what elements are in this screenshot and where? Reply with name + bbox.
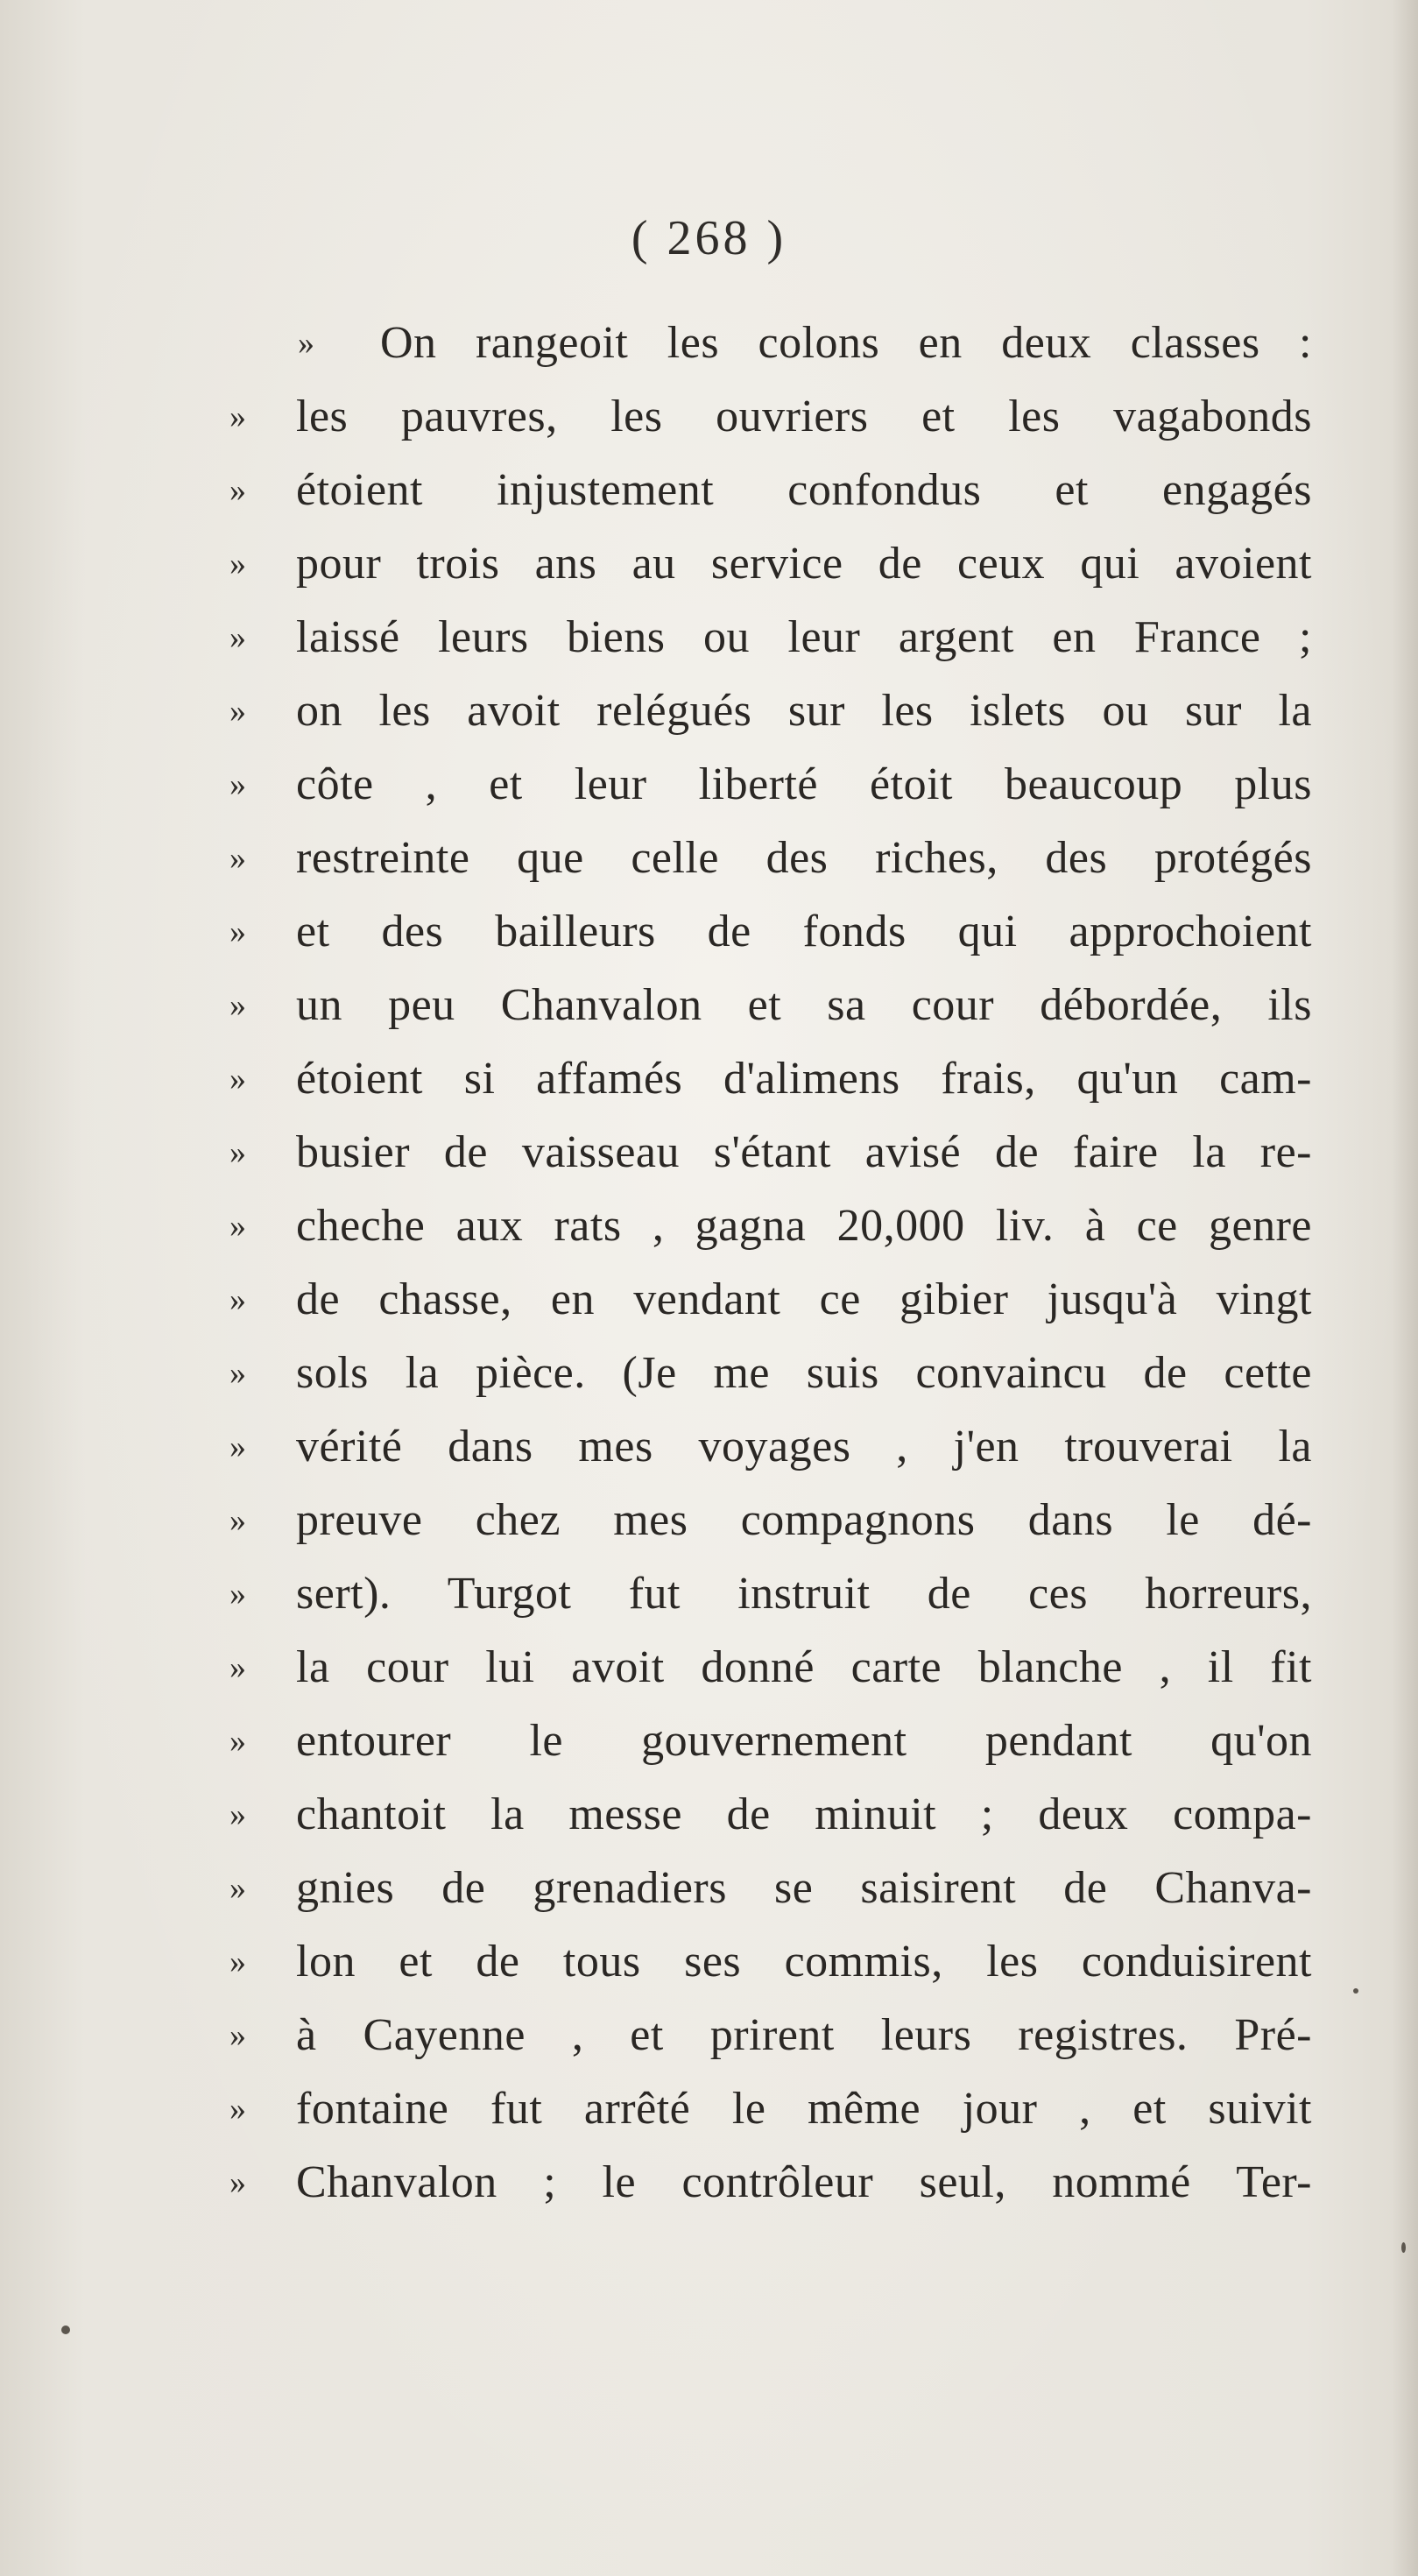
- text-line: [229, 1116, 1316, 1189]
- text-line: [229, 1189, 1316, 1263]
- quotation-mark: »: [229, 2017, 246, 2054]
- line-text: fontaine fut arrêté le même jour , et suivit: [296, 2084, 1312, 2134]
- quotation-mark: »: [229, 1355, 246, 1392]
- page-edge-shadow: [1392, 0, 1418, 2576]
- text-line: [229, 2072, 1316, 2146]
- quotation-mark: »: [229, 399, 246, 435]
- quotation-mark: »: [229, 1061, 246, 1097]
- line-text: chantoit la messe de minuit ; deux compa-: [296, 1789, 1312, 1839]
- line-text: cheche aux rats , gagna 20,000 liv. à ce genre: [296, 1201, 1312, 1251]
- text-line: [229, 307, 1316, 380]
- text-line: [229, 1484, 1316, 1557]
- text-line: [229, 527, 1316, 601]
- text-line: [229, 969, 1316, 1042]
- quotation-mark: »: [229, 619, 246, 656]
- line-text: busier de vaisseau s'étant avisé de faire la re-: [296, 1127, 1312, 1177]
- line-text: pour trois ans au service de ceux qui avoient: [296, 539, 1312, 589]
- quotation-mark: »: [229, 1723, 246, 1760]
- quotation-mark: »: [229, 987, 246, 1024]
- paper-speck: [1353, 1988, 1358, 1994]
- text-line: [229, 674, 1316, 748]
- text-line: [229, 601, 1316, 674]
- quotation-mark: »: [229, 1944, 246, 1980]
- text-line: [229, 1263, 1316, 1337]
- quotation-mark: »: [229, 2164, 246, 2201]
- quotation-mark: »: [229, 472, 246, 509]
- line-text: on les avoit relégués sur les islets ou sur la: [296, 686, 1312, 736]
- quotation-mark: »: [229, 1576, 246, 1613]
- text-line: [229, 1042, 1316, 1116]
- paper-speck: [1401, 2242, 1406, 2253]
- line-text: la cour lui avoit donné carte blanche , il fit: [296, 1642, 1312, 1692]
- line-text: laissé leurs biens ou leur argent en France ;: [296, 612, 1312, 662]
- quotation-mark: »: [229, 1649, 246, 1686]
- text-line: [229, 1631, 1316, 1704]
- line-text: et des bailleurs de fonds qui approchoient: [296, 907, 1312, 956]
- body-text: [229, 307, 1316, 2220]
- quotation-mark: »: [229, 1429, 246, 1465]
- quotation-mark: »: [229, 1796, 246, 1833]
- text-line: [229, 1925, 1316, 1999]
- text-line: [229, 1999, 1316, 2072]
- line-text: étoient injustement confondus et engagés: [296, 465, 1312, 515]
- line-text: à Cayenne , et prirent leurs registres. Pré-: [296, 2010, 1312, 2060]
- text-line: [229, 380, 1316, 454]
- line-text: On rangeoit les colons en deux classes :: [380, 318, 1312, 368]
- text-line: [229, 1778, 1316, 1852]
- quotation-mark: »: [229, 766, 246, 803]
- paper-speck: [61, 2325, 70, 2334]
- line-text: étoient si affamés d'alimens frais, qu'un cam-: [296, 1054, 1312, 1104]
- line-text: un peu Chanvalon et sa cour débordée, ils: [296, 980, 1312, 1030]
- text-line: [229, 454, 1316, 527]
- text-line: [229, 1557, 1316, 1631]
- text-line: [229, 822, 1316, 895]
- line-text: de chasse, en vendant ce gibier jusqu'à vingt: [296, 1274, 1312, 1324]
- line-text: sols la pièce. (Je me suis convaincu de cette: [296, 1348, 1312, 1398]
- line-text: preuve chez mes compagnons dans le dé-: [296, 1495, 1312, 1545]
- text-line: [229, 1852, 1316, 1925]
- text-line: [229, 895, 1316, 969]
- line-text: lon et de tous ses commis, les conduisirent: [296, 1937, 1312, 1987]
- page-number-header: ( 268 ): [631, 211, 787, 265]
- quotation-mark: »: [229, 840, 246, 877]
- quotation-mark: »: [298, 325, 314, 362]
- line-text: restreinte que celle des riches, des protégés: [296, 833, 1312, 883]
- text-line: [229, 748, 1316, 822]
- quotation-mark: »: [229, 1870, 246, 1907]
- line-text: Chanvalon ; le contrôleur seul, nommé Ter-: [296, 2157, 1312, 2207]
- text-line: [229, 2146, 1316, 2220]
- quotation-mark: »: [229, 693, 246, 730]
- quotation-mark: »: [229, 1208, 246, 1245]
- quotation-mark: »: [229, 914, 246, 950]
- quotation-mark: »: [229, 1502, 246, 1539]
- text-line: [229, 1410, 1316, 1484]
- line-text: vérité dans mes voyages , j'en trouverai la: [296, 1422, 1312, 1471]
- line-text: sert). Turgot fut instruit de ces horreurs,: [296, 1569, 1312, 1619]
- text-line: [229, 1704, 1316, 1778]
- quotation-mark: »: [229, 546, 246, 582]
- line-text: les pauvres, les ouvriers et les vagabonds: [296, 392, 1312, 441]
- quotation-mark: »: [229, 1281, 246, 1318]
- line-text: gnies de grenadiers se saisirent de Chanva-: [296, 1863, 1312, 1913]
- line-text: entourer le gouvernement pendant qu'on: [296, 1716, 1312, 1766]
- quotation-mark: »: [229, 2091, 246, 2128]
- text-line: [229, 1337, 1316, 1410]
- quotation-mark: »: [229, 1134, 246, 1171]
- line-text: côte , et leur liberté étoit beaucoup plus: [296, 759, 1312, 809]
